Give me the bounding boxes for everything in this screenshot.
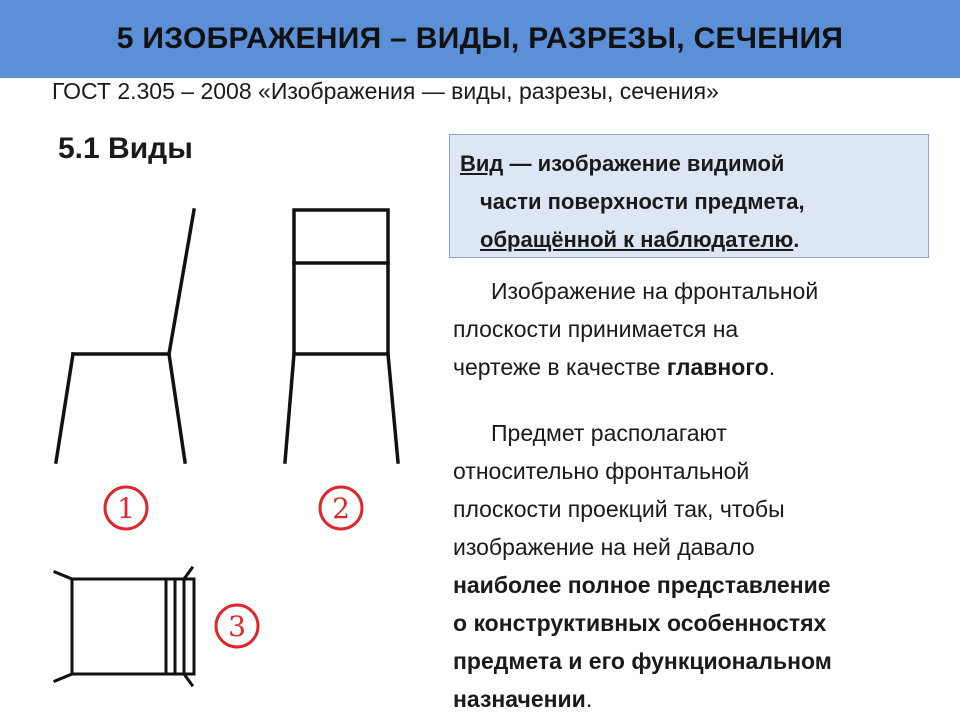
paragraph-1-bold: главного: [666, 354, 769, 380]
paragraph-2-line-2: относительно фронтальной: [453, 458, 750, 484]
paragraph-2-line-4: изображение на ней давало: [453, 534, 755, 560]
definition-line-3-text: обращённой к наблюдателю: [480, 227, 794, 252]
paragraph-2-bold-3: предмета и его функциональном: [453, 648, 832, 674]
marker-label-2: 2: [332, 492, 350, 525]
definition-line-3-end: .: [793, 227, 800, 252]
chair-top-view: [55, 568, 194, 685]
paragraph-2-line-1: Предмет располагают: [491, 420, 727, 446]
view-marker-2: [320, 487, 362, 529]
definition-line-1-text: — изображение видимой: [503, 151, 785, 176]
paragraph-1-line-1: Изображение на фронтальной: [491, 278, 819, 304]
marker-label-1: 1: [117, 492, 135, 525]
gost-subtitle: ГОСТ 2.305 – 2008 «Изображения — виды, разрезы, сечения»: [52, 78, 719, 104]
slide-title: 5 ИЗОБРАЖЕНИЯ – ВИДЫ, РАЗРЕЗЫ, СЕЧЕНИЯ: [116, 22, 844, 55]
chair-side-view: [56, 210, 194, 462]
view-marker-1: [105, 487, 147, 529]
view-marker-3: [216, 605, 258, 647]
marker-label-3: 3: [228, 610, 246, 643]
paragraph-2-line-3: плоскости проекций так, чтобы: [453, 496, 785, 522]
paragraph-1-line-2: плоскости принимается на: [453, 316, 739, 342]
section-heading: 5.1 Виды: [58, 132, 193, 165]
chair-front-view: [285, 210, 398, 462]
definition-line-2: части поверхности предмета,: [480, 189, 805, 214]
paragraph-2-bold-2: о конструктивных особенностях: [453, 610, 827, 636]
paragraph-2-bold-1: наиболее полное представление: [453, 572, 831, 598]
paragraph-1-line-3-text: чертеже в качестве: [453, 354, 667, 380]
paragraph-2-bold-4: назначении: [453, 686, 586, 712]
paragraph-2-end: .: [585, 686, 593, 712]
paragraph-1-end: .: [768, 354, 776, 380]
definition-term: Вид: [460, 151, 504, 176]
